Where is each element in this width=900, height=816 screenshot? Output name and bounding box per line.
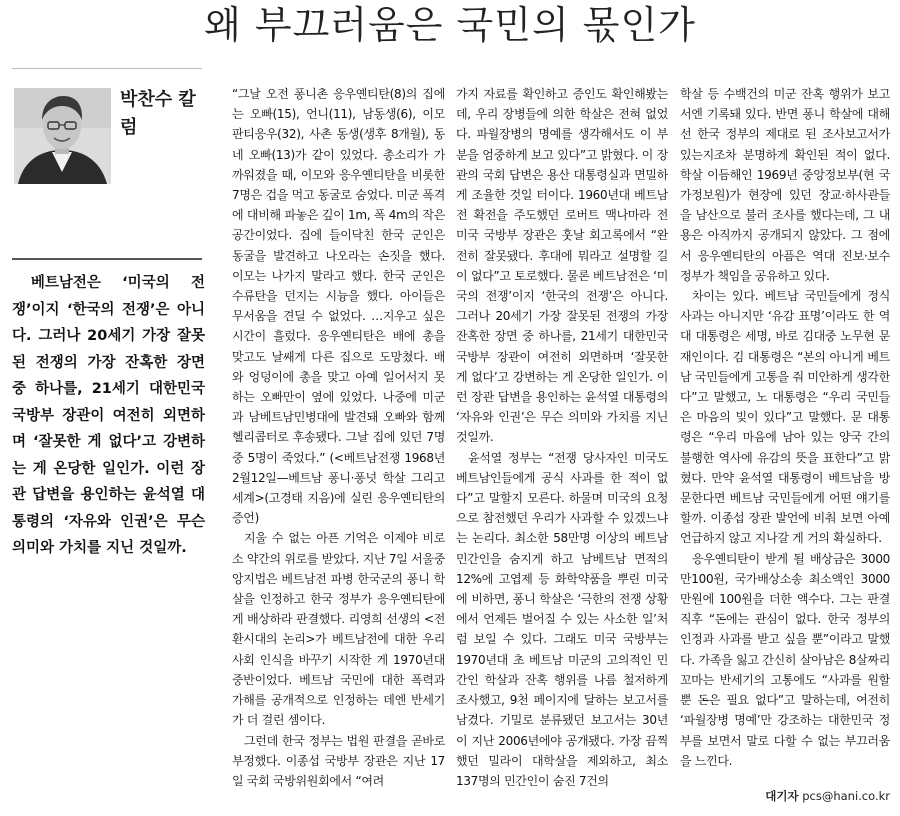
author-signature xyxy=(720,786,890,806)
body-paragraph: 윤석열 정부는 “전쟁 당사자인 미국도 베트남인들에게 공식 사과를 한 적이 없다”고 말할지 모른다. 하물며 미국의 요청으로 참전했던 우리가 사과할 수 있겠느냐는 논리다. 최소한 58만명 이상의 베트남 민간인을 숨지게 하고 남베트남 면적의 12%에 고엽제 등 화학약품을 뿌린 미국에 비하면, 퐁니 학살은 ‘극한의 전쟁 상황에서 언제든 벌어질 수 있는 사소한 일’처럼 보일 수 있다. 그래도 미국 국방부는 1970년대 초 베트남 미군의 고의적인 민간인 학살과 잔혹 행위를 나름 철저하게 조사했고, 9천 페이지에 달하는 보고서를 남겼다. 기밀로 분류됐던 보고서는 30년이 지난 2006년에야 공개됐다. 가장 끔찍했던 밀라이 대학살을 제외하고, 최소 137명의 민간인이 숨진 7건의 xyxy=(456,450,668,788)
author-role: 대기자 xyxy=(765,789,799,803)
column-byline: 박찬수 칼럼 xyxy=(120,89,196,138)
body-paragraph: “그날 오전 퐁니촌 응우옌티탄(8)의 집에는 오빠(15), 언니(11), 남동생(6), 이모 판티응우(32), 사촌 동생(생후 8개월), 동네 오빠(13)가 같이 있었다. 총소리가 가까워졌을 때, 이모와 응우옌티탄을 비롯한 7명은 겁을 먹고 동굴로 숨었다. 미군 폭격에 대비해 파놓은 깊이 1m, 폭 4m의 작은 공간이었다. 집에 들이닥친 한국 군인은 동굴을 발견하고 나오라는 손짓을 했다. 이모는 나가지 말라고 했다. 한국 군인은 수류탄을 던지는 시늉을 했다. 아이들은 무서움을 견딜 수 없었다. …지우고 싶은 시간이 흘렀다. 응우옌티탄은 배에 총을 맞고도 날쌔게 다른 집으로 도망쳤다. 배와 엉덩이에 총을 맞고 아예 일어서지 못하는 오빠만이 옆에 있었다. 나중에 미군과 남베트남민병대에 발견돼 오빠와 함께 헬리콥터로 후송됐다. 그날 집에 있던 7명 중 5명이 죽었다.” (<베트남전쟁 1968년 2월12일—베트남 퐁니·퐁넛 학살 그리고 세계>(고경태 지음)에 실린 응우옌티탄의 증언) xyxy=(232,87,445,526)
body-column-3 xyxy=(680,84,890,784)
author-email: pcs@hani.co.kr xyxy=(802,789,890,803)
summary-paragraph: 베트남전은 ‘미국의 전쟁’이지 ‘한국의 전쟁’은 아니다. 그러나 20세기 가장 잘못된 전쟁의 가장 잔혹한 장면 중 하나를, 21세기 대한민국 국방부 장관이 여전히 외면하며 ‘잘못한 게 없다’고 강변하는 게 온당한 일인가. 이런 장관 답변을 용인하는 윤석열 대통령의 ‘자유와 인권’은 무슨 의미와 가치를 지닌 것일까. xyxy=(12,275,205,556)
author-portrait-image xyxy=(14,88,111,184)
body-paragraph: 응우옌티탄이 받게 될 배상금은 3000만100원, 국가배상소송 최소액인 3000만원에 100원을 더한 액수다. 그는 판결 직후 “돈에는 관심이 없다. 한국 정부의 인정과 사과를 받고 싶을 뿐”이라고 말했다. 가족을 잃고 간신히 살아남은 8살짜리 꼬마는 반세기의 고통에도 “사과를 원할 뿐 돈은 필요 없다”고 말하는데, 여전히 ‘파월장병 명예’만 강조하는 대한민국 정부를 보면서 말로 다할 수 없는 부끄러움을 느낀다. xyxy=(680,551,890,768)
author-photo xyxy=(14,88,111,184)
divider xyxy=(12,258,202,260)
body-paragraph: 차이는 있다. 베트남 국민들에게 정식 사과는 아니지만 ‘유감 표명’이라도 한 역대 대통령은 세명, 바로 김대중 노무현 문재인이다. 김 대통령은 “본의 아니게 베트남 국민들에게 고통을 줘 미안하게 생각한다”고 말했고, 노 대통령은 “우리 국민들은 마음의 빚이 있다”고 말했다. 문 대통령은 “우리 마음에 남아 있는 양국 간의 불행한 역사에 유감의 뜻을 표한다”고 밝혔다. 만약 윤석열 대통령이 베트남을 방문한다면 베트남 국민들에게 어떤 얘기를 할까. 이종섭 장관 발언에 비춰 보면 아예 언급하지 않고 지나갈 게 거의 확실하다. xyxy=(680,289,890,546)
body-paragraph: 가지 자료를 확인하고 증인도 확인해봤는데, 우리 장병들에 의한 학살은 전혀 없었다. 파월장병의 명예를 생각해서도 이 부분을 엄중하게 보고 있다”고 밝혔다. 이 장관의 국회 답변은 용산 대통령실과 면밀하게 조율한 것일 터이다. 1960년대 베트남전 확전을 주도했던 로버트 맥나마라 전 미국 국방부 장관은 훗날 회고록에서 “완전히 잘못됐다. 후대에 뭐라고 설명할 길이 없다”고 토로했다. 물론 베트남전은 ‘미국의 전쟁’이지 ‘한국의 전쟁’은 아니다. 그러나 20세기 가장 잘못된 전쟁의 가장 잔혹한 장면 중 하나를, 21세기 대한민국 국방부 장관이 여전히 외면하며 ‘잘못한 게 없다’고 강변하는 게 온당한 일인가. 이런 장관 답변을 용인하는 윤석열 대통령의 ‘자유와 인권’은 무슨 의미와 가치를 지닌 것일까. xyxy=(456,87,668,445)
article-summary xyxy=(12,270,205,570)
body-column-2 xyxy=(456,84,668,806)
body-paragraph: 학살 등 수백건의 미군 잔혹 행위가 보고서엔 기록돼 있다. 반면 퐁니 학살에 대해선 한국 정부의 제대로 된 조사보고서가 있는지조차 분명하게 확인된 적이 없다. 학살 이듬해인 1969년 중앙정보부(현 국가정보원)가 현장에 있던 장교·하사관들을 남산으로 불러 조사를 했다는데, 그 내용은 아직까지 공개되지 않았다. 그 점에서 응우옌티탄의 아픔은 역대 진보·보수 정부가 책임을 공유하고 있다. xyxy=(680,87,890,283)
body-paragraph: 지울 수 없는 아픈 기억은 이제야 비로소 약간의 위로를 받았다. 지난 7일 서울중앙지법은 베트남전 파병 한국군의 퐁니 학살을 인정하고 한국 정부가 응우옌티탄에게 배상하라 판결했다. 리영희 선생의 <전환시대의 논리>가 베트남전에 대한 우리 사회 인식을 바꾸기 시작한 게 1970년대 중반이었다. 베트남 국민에 대한 폭력과 가해를 공개적으로 인정하는 데엔 반세기가 더 걸린 셈이다. xyxy=(232,531,445,728)
headline: 왜 부끄러움은 국민의 몫인가 xyxy=(204,3,696,47)
body-paragraph: 그런데 한국 정부는 법원 판결을 곧바로 부정했다. 이종섭 국방부 장관은 지난 17일 국회 국방위원회에서 “여려 xyxy=(232,733,445,788)
divider xyxy=(12,68,202,69)
body-column-1 xyxy=(232,84,445,806)
